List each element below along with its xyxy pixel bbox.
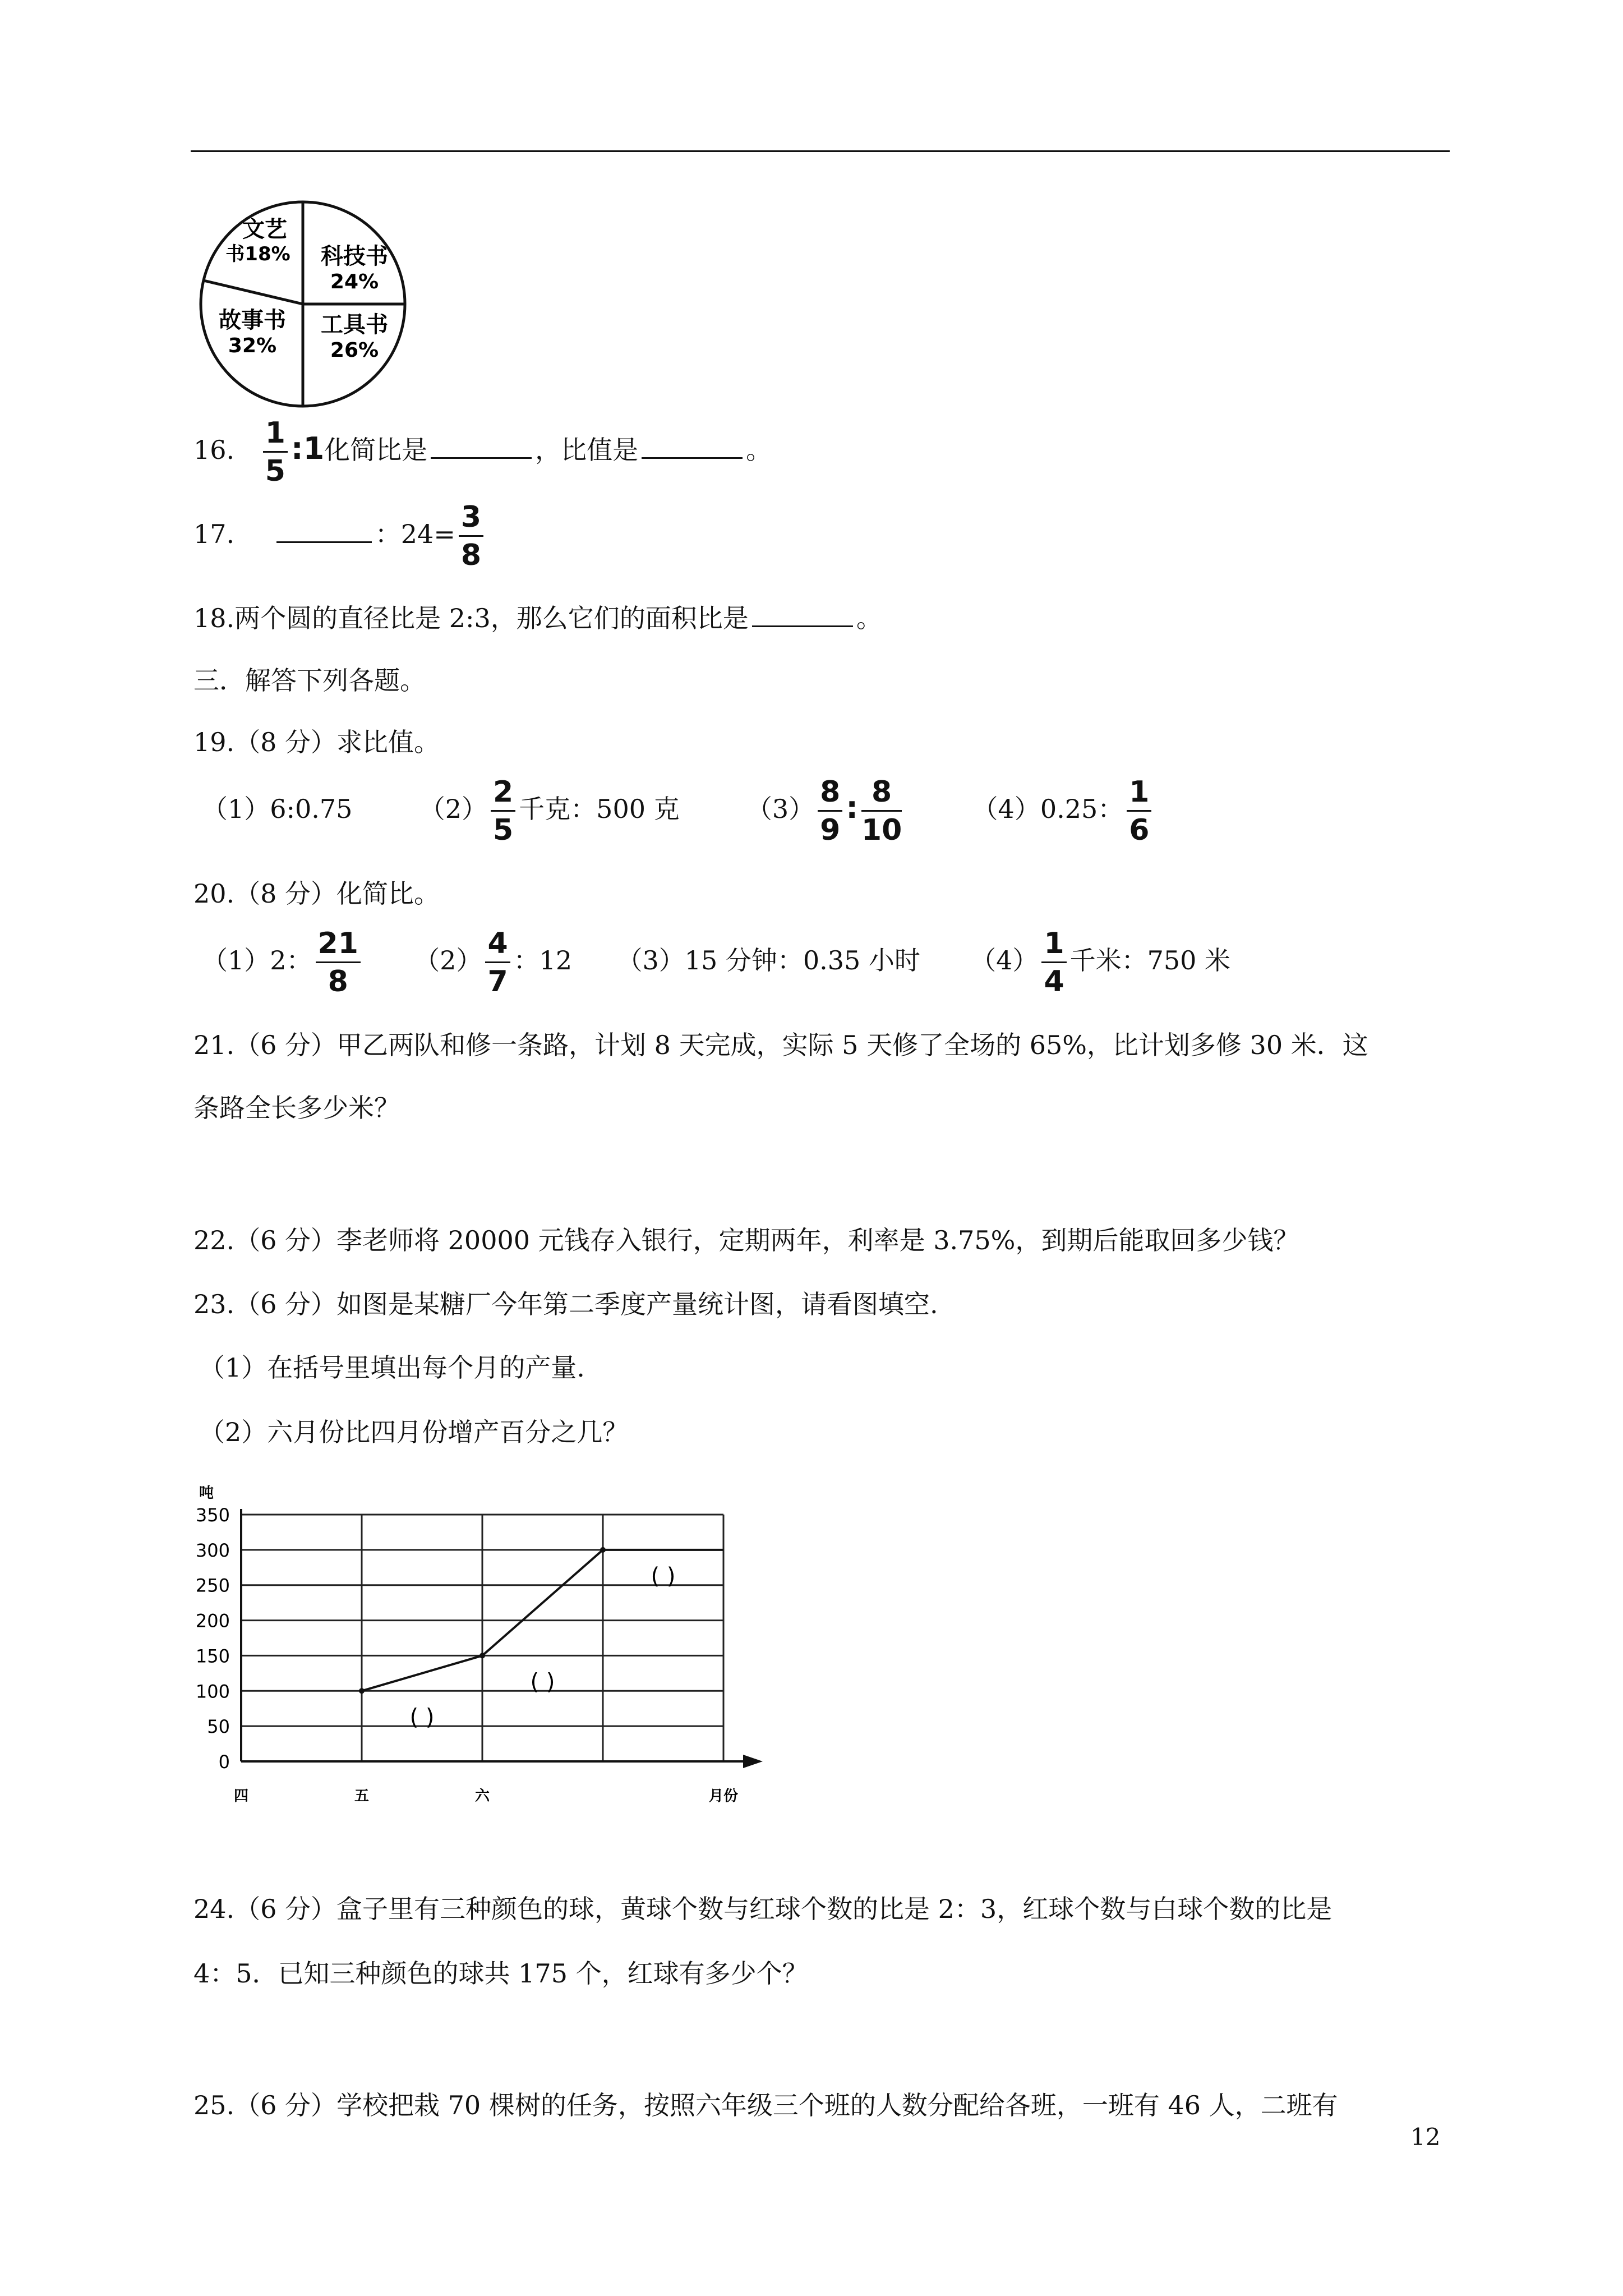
q19-part-2-fraction <box>491 777 515 845</box>
q20-part-2-label: （2） <box>414 945 482 976</box>
pie-pct-gushi: 32% <box>228 334 277 357</box>
q19-part-1: （1）6:0.75 <box>202 794 353 825</box>
question-16 <box>193 418 772 486</box>
q20-p1-num: 21 <box>316 928 361 963</box>
q19-p3b-num: 8 <box>861 777 902 812</box>
q20-p2-num: 4 <box>485 928 510 963</box>
page-number: 12 <box>1410 2123 1441 2151</box>
data-point <box>600 1547 606 1553</box>
q19-p4-den: 6 <box>1129 813 1150 847</box>
question-20-title: 20.（8 分）化简比。 <box>193 878 440 909</box>
q18-text: 18.两个圆的直径比是 2:3，那么它们的面积比是 <box>193 603 749 633</box>
q19-part-4-label: （4）0.25： <box>972 794 1124 825</box>
pie-label-gushi: 故事书 <box>219 307 286 333</box>
q16-frac-num: 1 <box>263 418 288 453</box>
x-tick-label: 六 <box>474 1788 490 1805</box>
q19-part-2-rest: 千克：500 克 <box>519 794 680 825</box>
question-21-line-2: 条路全长多少米？ <box>193 1093 400 1123</box>
q20-part-1-label: （1）2： <box>202 945 312 976</box>
q19-part-3-fraction-b <box>861 777 902 845</box>
q19-p3a-num: 8 <box>818 777 842 812</box>
annotation-blank: ( ) <box>651 1563 676 1589</box>
question-23-part-1: （1）在括号里填出每个月的产量. <box>199 1352 585 1383</box>
q17-frac-den: 8 <box>460 538 482 572</box>
q19-part-3-label: （3） <box>746 794 815 825</box>
data-point <box>479 1653 485 1658</box>
q18-end: 。 <box>856 603 882 633</box>
pie-pct-wenyi: 书18% <box>225 243 291 265</box>
q18-blank[interactable] <box>752 603 853 627</box>
question-24-line-1: 24.（6 分）盒子里有三种颜色的球，黄球个数与红球个数的比是 2：3，红球个数与白球个数的比是 <box>193 1894 1332 1924</box>
q19-part-2-label: （2） <box>419 794 487 825</box>
q20-p4-num: 1 <box>1041 928 1066 963</box>
q20-part-3: （3）15 分钟：0.35 小时 <box>616 945 920 976</box>
question-22: 22.（6 分）李老师将 20000 元钱存入银行，定期两年，利率是 3.75%，到期后能取回多少钱？ <box>193 1225 1299 1255</box>
header-rule <box>191 150 1450 152</box>
question-24-line-2: 4：5．已知三种颜色的球共 175 个，红球有多少个？ <box>193 1958 808 1989</box>
annotation-blank: ( ) <box>530 1669 555 1695</box>
production-line-chart-svg <box>191 1470 785 1806</box>
pie-pct-gongju: 26% <box>330 339 379 362</box>
q17-number: 17. <box>193 519 235 550</box>
q16-frac-den: 5 <box>265 454 285 488</box>
pie-pct-keji: 24% <box>330 270 379 293</box>
y-tick-label: 150 <box>195 1645 230 1667</box>
pie-label-keji: 科技书 <box>321 243 388 269</box>
question-17 <box>193 502 487 570</box>
q19-part-3-colon: : <box>846 790 858 826</box>
production-line-chart <box>191 1470 785 1806</box>
q16-text-a: 化简比是 <box>324 435 428 466</box>
question-23-part-2: （2）六月份比四月份增产百分之几？ <box>199 1417 629 1447</box>
q16-blank-1[interactable] <box>431 435 532 459</box>
y-tick-label: 350 <box>195 1504 230 1526</box>
y-axis-label: 吨 <box>199 1485 214 1502</box>
q19-p2-num: 2 <box>491 777 515 812</box>
q20-part-4-label: （4） <box>970 945 1039 976</box>
y-tick-label: 250 <box>195 1575 230 1596</box>
question-23-title: 23.（6 分）如图是某糖厂今年第二季度产量统计图，请看图填空. <box>193 1289 938 1319</box>
q17-mid: ：24= <box>375 519 455 550</box>
x-tick-label: 四 <box>233 1788 249 1805</box>
chart-grid <box>241 1515 723 1761</box>
q19-p4-num: 1 <box>1127 777 1151 812</box>
y-tick-label: 200 <box>195 1610 230 1632</box>
q20-p2-den: 7 <box>487 964 508 999</box>
question-20-parts <box>202 928 1230 997</box>
q17-blank[interactable] <box>276 519 372 543</box>
y-tick-label: 0 <box>218 1751 230 1773</box>
q16-number: 16. <box>193 435 235 466</box>
question-19-parts <box>202 777 1155 845</box>
pie-label-wenyi: 文艺 <box>242 217 287 242</box>
chart-ticks <box>196 1485 738 1805</box>
q16-end: 。 <box>746 435 772 466</box>
q20-part-1-fraction <box>316 928 361 997</box>
pie-label-gongju: 工具书 <box>321 312 388 338</box>
q20-p4-den: 4 <box>1044 964 1064 999</box>
chart-annotations <box>410 1563 676 1730</box>
q16-ratio: :1 <box>291 431 325 467</box>
pie-divider-left <box>204 280 303 304</box>
q19-part-4-fraction <box>1127 777 1151 845</box>
q17-frac-num: 3 <box>459 502 483 537</box>
q19-p3a-den: 9 <box>820 813 841 847</box>
y-tick-label: 50 <box>207 1716 230 1738</box>
question-19-title: 19.（8 分）求比值。 <box>193 727 440 757</box>
question-18 <box>193 603 882 631</box>
q19-p3b-den: 10 <box>861 813 902 847</box>
q16-fraction <box>263 418 288 486</box>
question-25-line-1: 25.（6 分）学校把栽 70 棵树的任务，按照六年级三个班的人数分配给各班，一班有 46 人，二班有 <box>193 2090 1338 2120</box>
q16-blank-2[interactable] <box>642 435 743 459</box>
section-3-heading: 三．解答下列各题。 <box>193 665 426 696</box>
pie-chart <box>196 197 409 411</box>
q20-part-4-rest: 千米：750 米 <box>1069 945 1231 976</box>
annotation-blank: ( ) <box>409 1704 435 1731</box>
data-point <box>359 1688 365 1694</box>
q16-text-b: ，比值是 <box>535 435 639 466</box>
x-axis-label: 月份 <box>708 1788 739 1805</box>
pie-chart-svg <box>196 197 409 411</box>
q20-part-2-fraction <box>485 928 510 997</box>
y-tick-label: 100 <box>195 1681 230 1703</box>
q20-part-4-fraction <box>1041 928 1066 997</box>
q20-p1-den: 8 <box>328 964 348 999</box>
x-tick-label: 五 <box>354 1788 370 1805</box>
y-tick-label: 300 <box>195 1539 230 1561</box>
q20-part-2-rest: ：12 <box>513 945 573 976</box>
x-axis-arrow <box>743 1755 763 1768</box>
q19-part-3-fraction-a <box>818 777 842 845</box>
q17-fraction <box>459 502 483 570</box>
q19-p2-den: 5 <box>492 813 514 847</box>
question-21-line-1: 21.（6 分）甲乙两队和修一条路，计划 8 天完成，实际 5 天修了全场的 65%，比计划多修 30 米．这 <box>193 1030 1368 1060</box>
